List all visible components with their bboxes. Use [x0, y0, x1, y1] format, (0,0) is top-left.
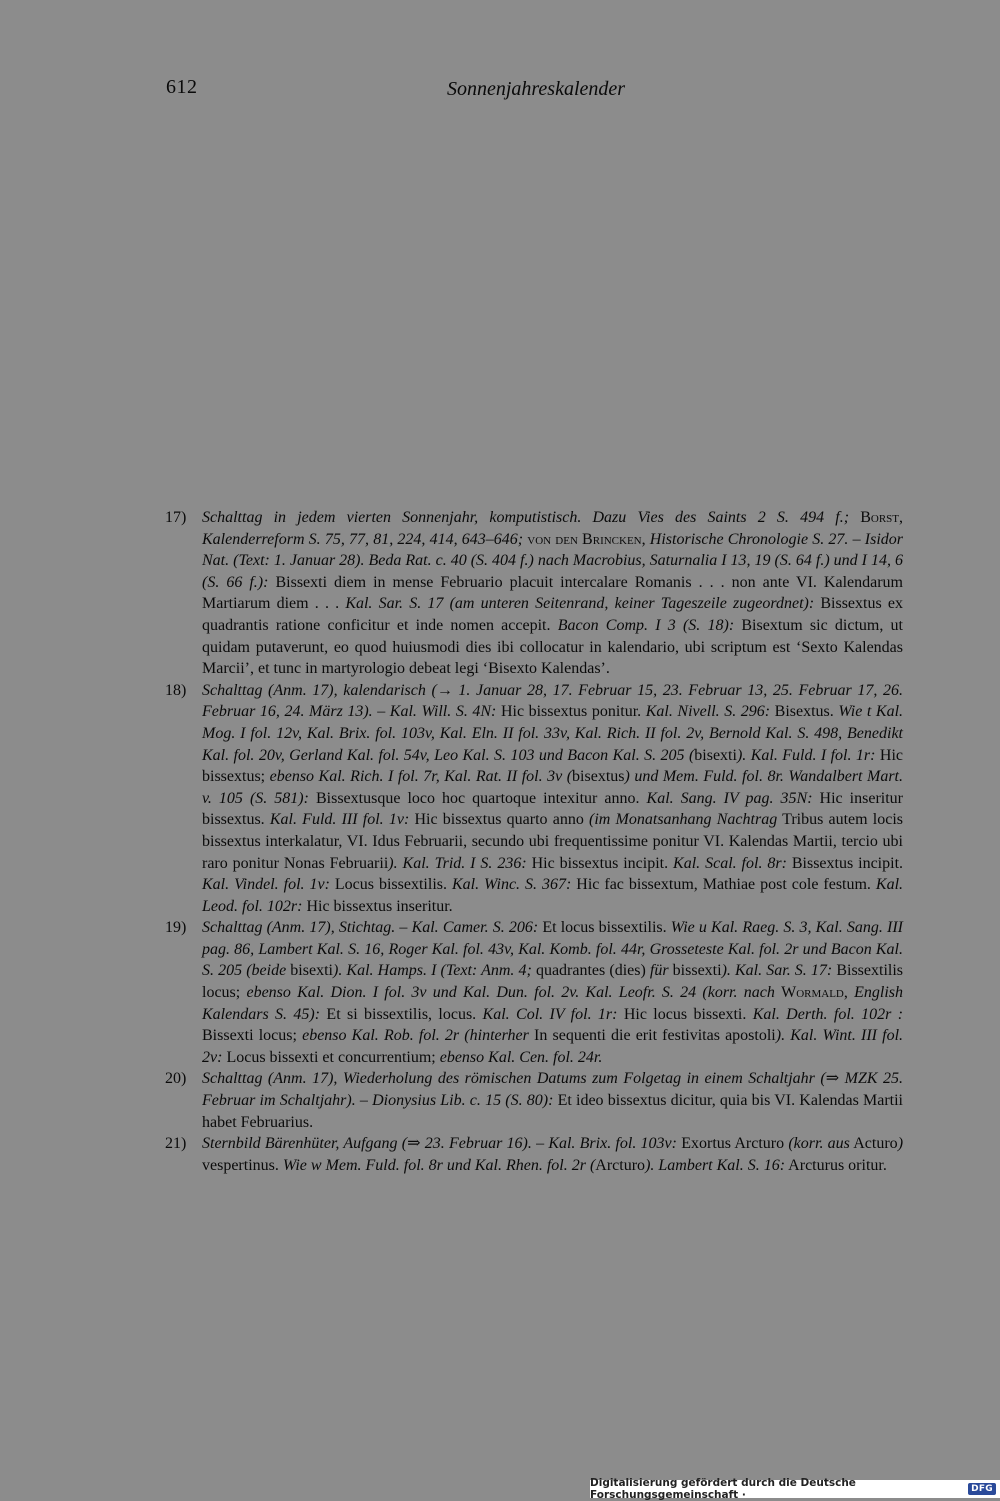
footnote-text-segment: ebenso Kal. Rich. I fol. 7r, Kal. Rat. II fol. 3v (	[269, 768, 573, 786]
footnote-text-segment: Schalttag (Anm. 17), Wiederholung des römischen Datums zum Folgetag in einem Schaltjahr (⇒ MZK 25. Februar im Schaltjahr). – Dionysius Lib. c. 15 (S. 80):	[202, 1070, 903, 1110]
footnote-number: 18)	[165, 681, 187, 699]
footnote-number: 20)	[165, 1070, 187, 1088]
footnote-text-segment: Bisextum sic dictum, ut quidam putaverunt, eo quod huiusmodi dies ibi collocatur in kalendario, ubi scriptum est ‘Sexto Kalendas Marcii’, et tunc in martyrologio debeat legi ‘Bisexto Kalendas’.	[202, 616, 903, 678]
footnote-text-segment: Hic inseritur bissextus.	[202, 789, 903, 829]
footnote-text-segment: Schalttag (Anm. 17), kalendarisch (→ 1. Januar 28, 17. Februar 15, 23. Februar 13, 25. Februar 17, 26. Februar 16, 24. März 13). – Kal. Will. S. 4N:	[202, 681, 903, 721]
footnote-text-segment: Wie w Mem. Fuld. fol. 8r und Kal. Rhen. fol. 2r (	[282, 1156, 596, 1174]
footnotes	[165, 507, 903, 1176]
footnote-text-segment: Kal. Vindel. fol. 1v:	[202, 876, 330, 894]
footnote-text-segment: Schalttag (Anm. 17), Stichtag. – Kal. Camer. S. 206:	[202, 919, 539, 937]
footnote-text-segment: quadrantes (dies)	[531, 962, 650, 980]
dfg-credit-bar	[590, 1477, 1000, 1501]
footnote-text-segment: Exortus Arcturo	[676, 1135, 789, 1153]
footnote-text-segment: bisexti	[286, 962, 333, 980]
footnote-text-segment: ebenso Kal. Dion. I fol. 3v und Kal. Dun. fol. 2v. Kal. Leofr. S. 24 (korr. nach	[246, 984, 782, 1002]
footnote-text-segment: Hic bissextus inseritur.	[302, 897, 453, 915]
footnote-text-segment: (korr. aus	[788, 1135, 850, 1153]
footnote-text-segment: Hic bissextus quarto anno	[409, 811, 590, 829]
footnote-text-segment: ). Lambert Kal. S. 16:	[645, 1156, 786, 1174]
footnote-text-segment: bisexti	[694, 746, 737, 764]
footnote-text-segment: Et locus bissextilis.	[538, 919, 671, 937]
footnote-text-segment: Locus bissexti et concurrentium;	[222, 1048, 440, 1066]
footnote-number: 21)	[165, 1135, 187, 1153]
footnote-text-segment: ). Kal. Hamps. I (Text: Anm. 4;	[332, 962, 532, 980]
footnote-text-segment: ebenso Kal. Rob. fol. 2r (hinterher	[302, 1027, 529, 1045]
footnote-text-segment: Tribus autem locis bissextus interkalatur, VI. Idus Februarii, secundo ubi frequentissime ponitur VI. Kalendas Martii, tercio ubi raro ponitur Nonas Februarii	[202, 811, 904, 872]
footnote-text-segment: Et ideo bissextus dicitur, quia bis VI. Kalendas Martii habet Februarius.	[202, 1092, 903, 1131]
footnote-text-segment: Et si bissextilis, locus.	[320, 1005, 483, 1023]
footnote-text-segment: Wie u Kal. Raeg. S. 3, Kal. Sang. III pag. 86, Lambert Kal. S. 16, Roger Kal. fol. 43v, Kal. Komb. fol. 44r, Grosseteste Kal. fol. 2r und Bacon Kal. S. 205 (beide	[202, 919, 903, 980]
footnote-text-segment: ebenso Kal. Cen. fol. 24r.	[439, 1048, 603, 1066]
footnote-text-segment: Hic bissextus;	[202, 746, 904, 786]
footnote-21	[165, 1133, 903, 1176]
footnote-text-segment: Kal. Derth. fol. 102r :	[752, 1005, 904, 1023]
dfg-credit-text: Digitalisierung gefördert durch die Deutsche Forschungsgemeinschaft ·	[590, 1477, 856, 1501]
footnote-text-segment: Acturo	[849, 1135, 898, 1153]
footnote-20	[165, 1068, 903, 1133]
footnote-text-segment: Wie t Kal. Mog. I fol. 12v, Kal. Brix. fol. 103v, Kal. Eln. II fol. 33v, Kal. Rich. II fol. 2v, Bernold Kal. S. 498, Benedikt Kal. fol. 20v, Gerland Kal. fol. 54v, Leo Kal. S. 103 und Bacon Kal. S. 205 (	[202, 703, 904, 764]
running-title: Sonnenjahreskalender	[446, 78, 626, 100]
footnote-text-segment: für	[649, 962, 669, 980]
footnote-text-segment: Kal. Winc. S. 367:	[451, 876, 572, 894]
footnote-text-segment: Bissextus ex quadrantis ratione conficitur et inde nomen accepit.	[202, 595, 903, 634]
footnote-text-segment: (im Monatsanhang Nachtrag	[589, 811, 778, 829]
footnote-text-segment: Bissextus incipit.	[786, 854, 904, 872]
footnote-number: 17)	[165, 509, 187, 526]
footnote-text-segment: Kal. Fuld. III fol. 1v:	[269, 811, 410, 829]
footnote-number: 19)	[165, 919, 187, 937]
footnote-text-segment: Arcturus oritur.	[785, 1156, 887, 1174]
footnote-text-segment: Bacon Comp. I 3 (S. 18):	[557, 616, 735, 634]
footnote-text-segment: Wormald,	[781, 984, 848, 1002]
footnote-text-segment: In sequenti die erit festivitas apostoli	[528, 1027, 776, 1045]
footnote-text-segment: Kal. Sar. S. 17 (am unteren Seitenrand, keiner Tageszeile zugeordnet):	[345, 595, 815, 613]
footnote-text-segment: Locus bissextilis.	[329, 876, 452, 894]
footnote-text-segment: Bissextilis locus;	[202, 962, 904, 1002]
footnote-text-segment: Kalenderreform S. 75, 77, 81, 224, 414, 643–646;	[202, 530, 528, 548]
footnote-text-segment: bissexti	[668, 962, 722, 980]
footnote-text-segment: Borst,	[860, 509, 903, 526]
footnote-text-segment: ). Kal. Wint. III fol. 2v:	[202, 1027, 904, 1066]
page-number: 612	[166, 76, 198, 98]
footnote-19	[165, 917, 903, 1068]
footnote-text-segment: vespertinus.	[202, 1156, 283, 1174]
footnote-text-segment: Historische Chronologie S. 27. – Isidor Nat. (Text: 1. Januar 28). Beda Rat. c. 40 (S. 404 f.) nach Macrobius, Saturnalia I 13, 19 (S. 64 f.) und I 14, 6 (S. 66 f.):	[202, 530, 903, 591]
dfg-logo-icon: DFG	[968, 1483, 996, 1495]
footnote-text-segment: Kal. Col. IV fol. 1r:	[482, 1005, 618, 1023]
footnote-text-segment: Kal. Scal. fol. 8r:	[673, 854, 787, 872]
footnote-text-segment: Bissexti diem in mense Februario placuit intercalare Romanis . . . non ante VI. Kalendarum Martiarum diem . . .	[202, 573, 904, 613]
footnote-text-segment: English Kalendars S. 45):	[202, 984, 904, 1023]
footnote-text-segment: ) und Mem. Fuld. fol. 8r. Wandalbert Mart. v. 105 (S. 581):	[202, 768, 903, 807]
footnote-text-segment: von den Brincken,	[527, 530, 646, 548]
footnote-text-segment: )	[897, 1135, 904, 1153]
footnote-text-segment: ). Kal. Trid. I S. 236:	[388, 854, 527, 872]
footnote-text-segment: ). Kal. Fuld. I fol. 1r:	[736, 746, 876, 764]
footnote-text-segment: bisextus	[572, 768, 625, 786]
footnote-text-segment: Sternbild Bärenhüter, Aufgang (⇒ 23. Februar 16). – Kal. Brix. fol. 103v:	[202, 1135, 677, 1153]
footnote-text-segment: Bissexti locus;	[202, 1027, 303, 1045]
footnote-text-segment: Hic fac bissextum, Mathiae post cole festum.	[571, 876, 876, 894]
footnote-text-segment: ). Kal. Sar. S. 17:	[721, 962, 833, 980]
footnote-text-segment: Kal. Leod. fol. 102r:	[202, 876, 904, 915]
footnote-text-segment: Arcturo	[595, 1156, 646, 1174]
footnote-text-segment: Hic bissextus ponitur.	[496, 703, 646, 721]
footnote-text-segment: Bissextusque loco hoc quartoque intexitur anno.	[308, 789, 647, 807]
footnote-18	[165, 680, 903, 918]
footnote-text-segment: Kal. Sang. IV pag. 35N:	[646, 789, 813, 807]
footnote-text-segment: Schalttag in jedem vierten Sonnenjahr, komputistisch. Dazu Vies des Saints 2 S. 494 f.;	[202, 509, 861, 526]
footnote-17	[165, 507, 903, 680]
footnote-text-segment: Hic locus bissexti.	[617, 1005, 753, 1023]
footnote-text-segment: Bisextus.	[770, 703, 839, 721]
footnote-text-segment: Kal. Nivell. S. 296:	[645, 703, 771, 721]
footnote-text-segment: Hic bissextus incipit.	[526, 854, 674, 872]
